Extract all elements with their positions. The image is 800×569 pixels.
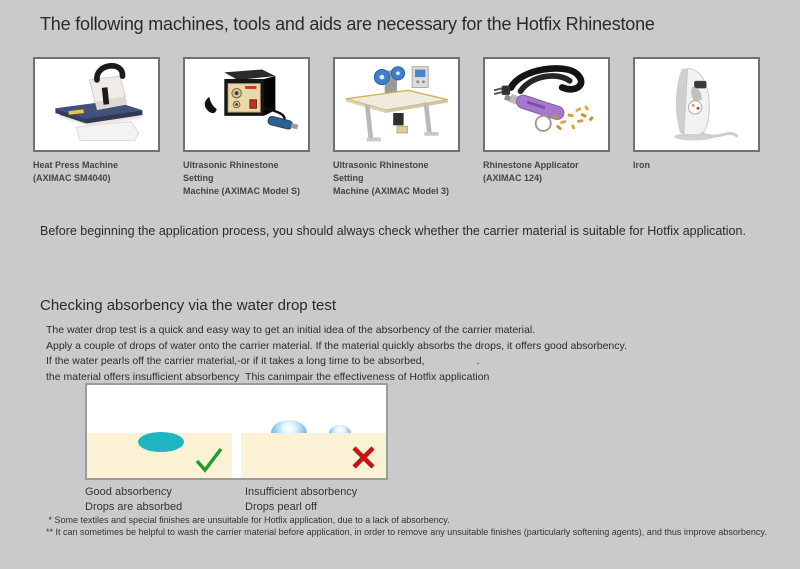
water-test-paragraph [46,323,627,385]
footnotes [46,515,791,538]
red-cross-icon [351,445,376,470]
footnote-2: ** It can sometimes be helpful to wash the carrier material before application, in order to remove any unsuitable finishes (particularly softening agents), and thus improve absorbency. [46,526,767,537]
product-caption [183,159,310,198]
green-checkmark-icon [194,446,224,473]
product-image-frame [633,57,760,152]
product-caption [633,159,760,172]
pearl-drop-small [329,425,351,433]
product-caption [333,159,460,198]
paragraph-line: Apply a couple of drops of water onto the carrier material. If the material quickly absorbs the drops, it offers good absorbency. [46,339,627,352]
product-image-frame [333,57,460,152]
product-caption-line2: (AXIMAC SM4040) [33,173,111,183]
product-card-rhinestone-applicator [483,57,610,198]
intro-text: Before beginning the application process, you should always check whether the carrier material is suitable for Hotfix application. [40,224,746,238]
ultrasonic-model-s-image [188,61,306,148]
product-card-ultrasonic-model-s [183,57,310,198]
product-caption-line1: Ultrasonic Rhinestone Setting [333,160,429,183]
product-caption-line2: Machine (AXIMAC Model S) [183,186,301,196]
product-caption-line1: Ultrasonic Rhinestone Setting [183,160,279,183]
paragraph-line: The water drop test is a quick and easy way to get an initial idea of the absorbency of the carrier material. [46,324,536,336]
product-caption [483,159,610,185]
product-caption-line1: Heat Press Machine [33,160,119,170]
product-caption-line2: (AXIMAC 124) [483,173,543,183]
paragraph-line-text: If the water pearls off the carrier material,-or if it takes a long time to be absorbed, [46,355,425,367]
product-caption [33,159,160,185]
stray-period: . [476,355,480,367]
product-image-frame [483,57,610,152]
product-caption-line2: Machine (AXIMAC Model 3) [333,186,450,196]
heat-press-machine-image [38,61,156,148]
product-card-ultrasonic-model-3 [333,57,460,198]
page-title: The following machines, tools and aids are necessary for the Hotfix Rhinestone [40,14,655,34]
water-drop-test-figure [85,383,388,480]
products-row [33,57,760,198]
insufficient-absorbency-caption [245,485,357,515]
insufficient-absorbency-panel [241,385,386,478]
product-image-frame [33,57,160,152]
absorbed-drop [138,432,184,452]
paragraph-line [46,354,627,370]
good-absorbency-caption [85,485,245,515]
good-absorbency-panel [87,385,232,478]
section-heading: Checking absorbency via the water drop test [40,297,336,314]
product-card-heat-press [33,57,160,198]
product-image-frame [183,57,310,152]
caption-line2: Drops are absorbed [85,501,183,513]
paragraph-line: the material offers insufficient absorbency This canimpair the effectiveness of Hotfix application [46,370,490,383]
ultrasonic-model-3-image [338,61,456,148]
caption-line1: Good absorbency [85,486,172,498]
pearl-drop-large [271,420,307,433]
product-caption-line1: Rhinestone Applicator [483,160,579,170]
iron-image [638,61,756,148]
product-card-iron [633,57,760,198]
caption-line1: Insufficient absorbency [245,486,358,498]
figure-captions [85,485,445,515]
product-caption-line1: Iron [633,160,650,170]
caption-line2: Drops pearl off [245,501,317,513]
footnote-1: * Some textiles and special finishes are unsuitable for Hotfix application, due to a lack of absorbency. [46,515,450,525]
rhinestone-applicator-image [488,61,606,148]
